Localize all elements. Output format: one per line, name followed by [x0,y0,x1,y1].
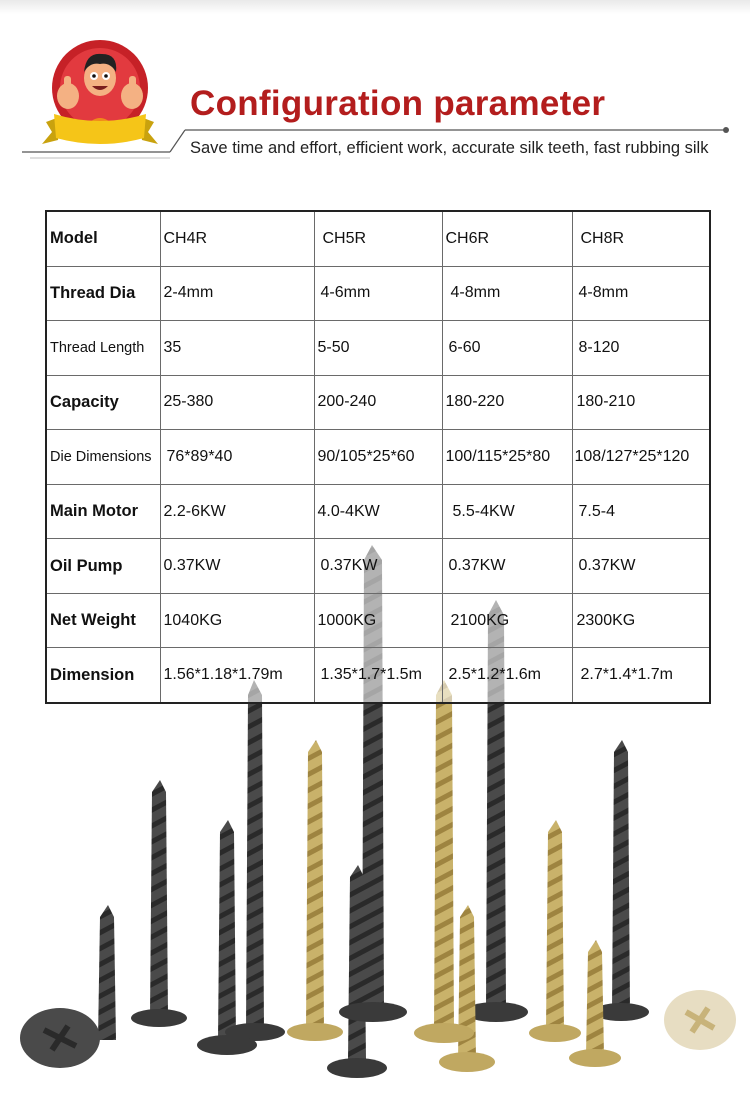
table-row [46,648,710,703]
table-cell: 2.7*1.4*1.7m [572,648,710,703]
row-label-dimension: Dimension [46,648,160,703]
table-cell: 1.35*1.7*1.5m [314,648,442,703]
table-cell: 2.2-6KW [160,484,314,539]
table-row [46,321,710,376]
table-cell: 2300KG [572,593,710,648]
table-row [46,593,710,648]
table-cell: 4.0-4KW [314,484,442,539]
table-cell: CH4R [160,211,314,266]
table-cell: 2.5*1.2*1.6m [442,648,572,703]
table-cell: 180-210 [572,375,710,430]
table-cell: 4-8mm [572,266,710,321]
table-cell: 0.37KW [314,539,442,594]
table-cell: 7.5-4 [572,484,710,539]
table-cell: 0.37KW [160,539,314,594]
table-cell: 90/105*25*60 [314,430,442,485]
row-label-thread-length: Thread Length [46,321,160,376]
table-cell: CH8R [572,211,710,266]
table-cell: 0.37KW [442,539,572,594]
table-cell: 180-220 [442,375,572,430]
table-cell: 1.56*1.18*1.79m [160,648,314,703]
table-row [46,484,710,539]
row-label-thread-dia: Thread Dia [46,266,160,321]
top-shade [0,0,750,14]
table-cell: 1000KG [314,593,442,648]
table-cell: 35 [160,321,314,376]
spec-table [45,210,711,704]
table-cell: 6-60 [442,321,572,376]
table-cell: 108/127*25*120 [572,430,710,485]
table-cell: 100/115*25*80 [442,430,572,485]
table-cell: 200-240 [314,375,442,430]
table-cell: 8-120 [572,321,710,376]
table-row [46,375,710,430]
table-cell: CH6R [442,211,572,266]
page-title: Configuration parameter [190,84,606,123]
row-label-oil-pump: Oil Pump [46,539,160,594]
table-cell: 1040KG [160,593,314,648]
row-label-main-motor: Main Motor [46,484,160,539]
table-cell: 25-380 [160,375,314,430]
table-row [46,539,710,594]
row-label-model: Model [46,211,160,266]
table-cell: 2100KG [442,593,572,648]
row-label-net-weight: Net Weight [46,593,160,648]
page-subtitle: Save time and effort, efficient work, accurate silk teeth, fast rubbing silk [190,139,709,157]
table-cell: 0.37KW [572,539,710,594]
table-cell: 76*89*40 [160,430,314,485]
table-row [46,266,710,321]
table-row [46,430,710,485]
table-cell: CH5R [314,211,442,266]
table-cell: 4-6mm [314,266,442,321]
table-cell: 4-8mm [442,266,572,321]
table-cell: 5-50 [314,321,442,376]
row-label-capacity: Capacity [46,375,160,430]
table-cell: 2-4mm [160,266,314,321]
row-label-die-dimensions: Die Dimensions [46,430,160,485]
table-cell: 5.5-4KW [442,484,572,539]
table-row [46,211,710,266]
